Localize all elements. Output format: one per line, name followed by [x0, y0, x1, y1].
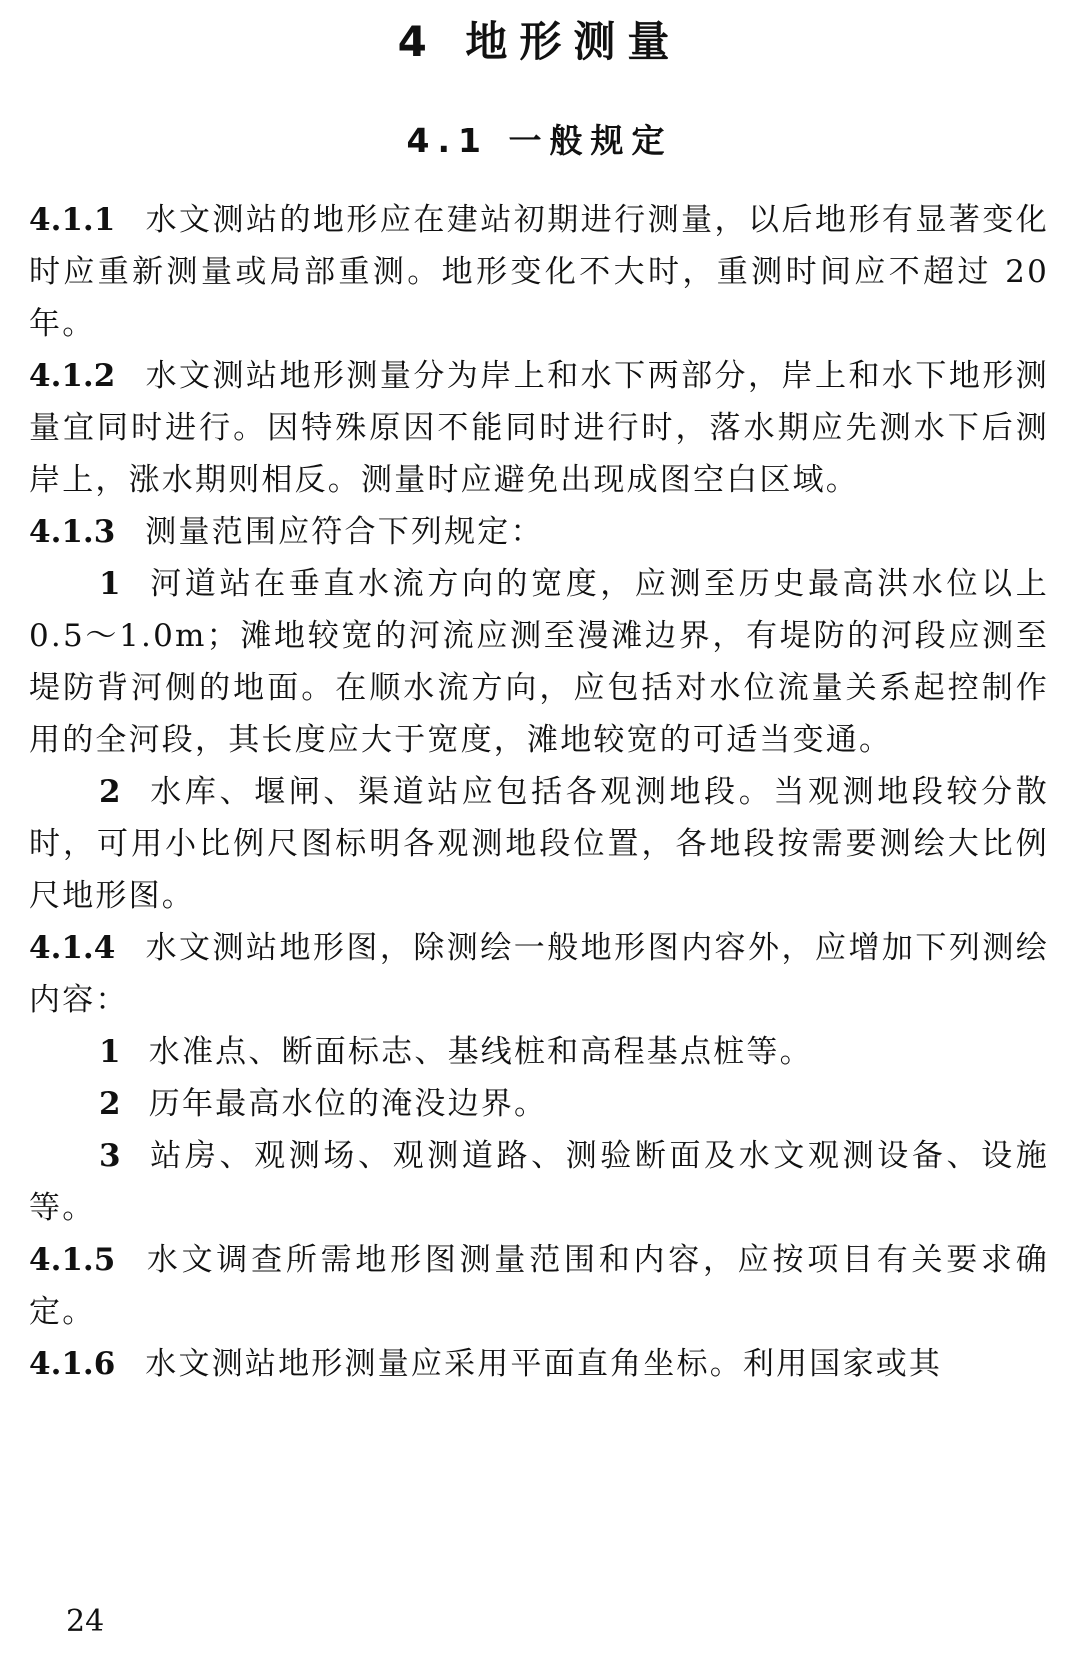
clause-text: 水文调查所需地形图测量范围和内容，应按项目有关要求确定。: [29, 1242, 1049, 1330]
clause-text: 水文测站的地形应在建站初期进行测量，以后地形有显著变化时应重新测量或局部重测。地形变化不大时，重测时间应不超过 20 年。: [29, 202, 1049, 342]
item-text: 水库、堰闸、渠道站应包括各观测地段。当观测地段较分散时，可用小比例尺图标明各观测地段位置，各地段按需要测绘大比例尺地形图。: [29, 774, 1049, 914]
page-number: 24: [66, 1604, 105, 1639]
clause-text: 水文测站地形测量应采用平面直角坐标。利用国家或其: [145, 1346, 943, 1382]
item-text: 站房、观测场、观测道路、测验断面及水文观测设备、设施等。: [29, 1138, 1049, 1226]
item-number: 3: [99, 1138, 123, 1174]
clause-number: 4.1.6: [29, 1346, 116, 1382]
item-number: 1: [99, 566, 123, 602]
item-text: 历年最高水位的淹没边界。: [148, 1086, 548, 1122]
chapter-title: 4 地形测量: [397, 17, 682, 66]
clause-4-1-1: [29, 194, 1049, 350]
clause-number: 4.1.1: [29, 202, 116, 238]
clause-number: 4.1.2: [29, 358, 116, 394]
clause-4-1-3: [29, 506, 1049, 558]
clause-4-1-3-item-1: [29, 558, 1049, 766]
item-number: 2: [99, 1086, 123, 1122]
clause-4-1-4-item-2: [29, 1078, 1049, 1130]
clause-text: 水文测站地形图，除测绘一般地形图内容外，应增加下列测绘内容：: [29, 930, 1049, 1018]
clause-number: 4.1.3: [29, 514, 116, 550]
item-text: 水准点、断面标志、基线桩和高程基点桩等。: [148, 1034, 813, 1070]
clause-4-1-6: [29, 1338, 1049, 1390]
clause-4-1-2: [29, 350, 1049, 506]
item-number: 1: [99, 1034, 123, 1070]
clause-4-1-5: [29, 1234, 1049, 1338]
item-text: 河道站在垂直水流方向的宽度，应测至历史最高洪水位以上 0.5～1.0m；滩地较宽的河流应测至漫滩边界，有堤防的河段应测至堤防背河侧的地面。在顺水流方向，应包括对水位流量关系起控制作用的全河段，其长度应大于宽度，滩地较宽的可适当变通。: [29, 566, 1049, 758]
clause-number: 4.1.4: [29, 930, 116, 966]
clause-4-1-4-item-1: [29, 1026, 1049, 1078]
body-text: [29, 194, 1049, 1390]
clause-text: 水文测站地形测量分为岸上和水下两部分，岸上和水下地形测量宜同时进行。因特殊原因不能同时进行时，落水期应先测水下后测岸上，涨水期则相反。测量时应避免出现成图空白区域。: [29, 358, 1049, 498]
clause-text: 测量范围应符合下列规定：: [145, 514, 544, 550]
clause-4-1-3-item-2: [29, 766, 1049, 922]
section-title: 4.1 一般规定: [406, 121, 673, 160]
clause-number: 4.1.5: [29, 1242, 116, 1278]
clause-4-1-4-item-3: [29, 1130, 1049, 1234]
item-number: 2: [99, 774, 123, 810]
clause-4-1-4: [29, 922, 1049, 1026]
